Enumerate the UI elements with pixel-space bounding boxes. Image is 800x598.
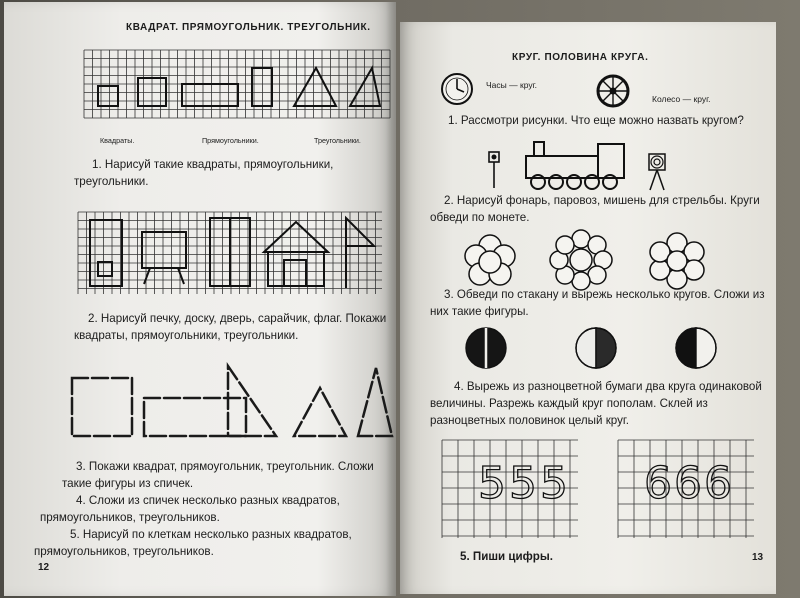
left-task-4: 4. Сложи из спичек несколько разных квадратов, прямоугольников, треугольников.: [40, 494, 340, 524]
caption-squares: Квадраты.: [100, 136, 135, 145]
match-triangle-equilateral: [294, 388, 346, 436]
digit-five: 5: [540, 458, 568, 509]
board-leg-right: [178, 268, 184, 284]
digits-six-row: [644, 458, 732, 509]
triangle-isosceles: [294, 68, 336, 106]
right-task-2: 2. Нарисуй фонарь, паровоз, мишень для стрельбы. Круги обведи по монете.: [430, 194, 760, 224]
stove-door: [98, 262, 112, 276]
right-task-3: 3. Обведи по стакану и вырежь несколько кругов. Сложи из них такие фигуры.: [430, 288, 765, 318]
rectangle-tall: [252, 68, 272, 106]
circle-rosette-3: [648, 232, 706, 290]
half-circles: [460, 326, 720, 370]
clock-icon: [440, 72, 474, 106]
left-page-number: 12: [38, 562, 50, 573]
right-task-4: 4. Вырежь из разноцветной бумаги два круга одинаковой величины. Разрежь каждый круг пополам. Склей из разноцветных половинок целый круг.: [430, 380, 762, 427]
match-triangle-tall: [358, 368, 392, 436]
target-icon: [646, 152, 668, 192]
right-page-number: 13: [752, 552, 764, 563]
left-task-2: 2. Нарисуй печку, доску, дверь, сарайчик, флаг. Покажи квадраты, прямоугольники, треугольники.: [74, 312, 387, 342]
digit-six: 6: [704, 458, 732, 509]
triangle-right: [350, 68, 380, 106]
digit-five: 5: [478, 458, 506, 509]
matchstick-figures: [66, 362, 396, 442]
grid-figures-2: [78, 212, 384, 296]
left-task-5: 5. Нарисуй по клеткам несколько разных квадратов, прямоугольников, треугольников.: [34, 528, 352, 558]
match-rectangle: [144, 398, 246, 436]
right-page: [400, 22, 776, 594]
match-square: [72, 378, 132, 436]
digit-six: 6: [674, 458, 702, 509]
board-leg-left: [144, 268, 150, 284]
caption-rectangles: Прямоугольники.: [202, 136, 259, 145]
rectangle-wide: [182, 84, 238, 106]
digits-five-row: [478, 458, 568, 509]
shed-door: [284, 260, 306, 286]
right-task-1: 1. Рассмотри рисунки. Что еще можно назвать кругом?: [448, 114, 744, 127]
train-icon: [524, 140, 628, 192]
caption-triangles: Треугольники.: [314, 136, 361, 145]
right-task-5: 5. Пиши цифры.: [460, 550, 553, 563]
left-page-header: КВАДРАТ. ПРЯМОУГОЛЬНИК. ТРЕУГОЛЬНИК.: [126, 22, 371, 33]
digit-five: 5: [509, 458, 537, 509]
left-page: [4, 2, 396, 596]
right-page-header: КРУГ. ПОЛОВИНА КРУГА.: [512, 52, 649, 63]
circle-rosette-1: [462, 234, 518, 290]
left-task-3: 3. Покажи квадрат, прямоугольник, треугольник. Сложи такие фигуры из спичек.: [62, 460, 374, 490]
grid-figures-1: [84, 50, 396, 126]
digit-six: 6: [644, 458, 672, 509]
wheel-label: Колесо — круг.: [652, 94, 711, 104]
circle-rosette-2: [550, 228, 612, 290]
left-task-1: 1. Нарисуй такие квадраты, прямоугольники, треугольники.: [74, 158, 334, 188]
match-triangle-right: [228, 366, 276, 436]
wheel-icon: [596, 74, 630, 108]
lamp-icon: [488, 150, 502, 190]
clock-label: Часы — круг.: [486, 80, 537, 90]
